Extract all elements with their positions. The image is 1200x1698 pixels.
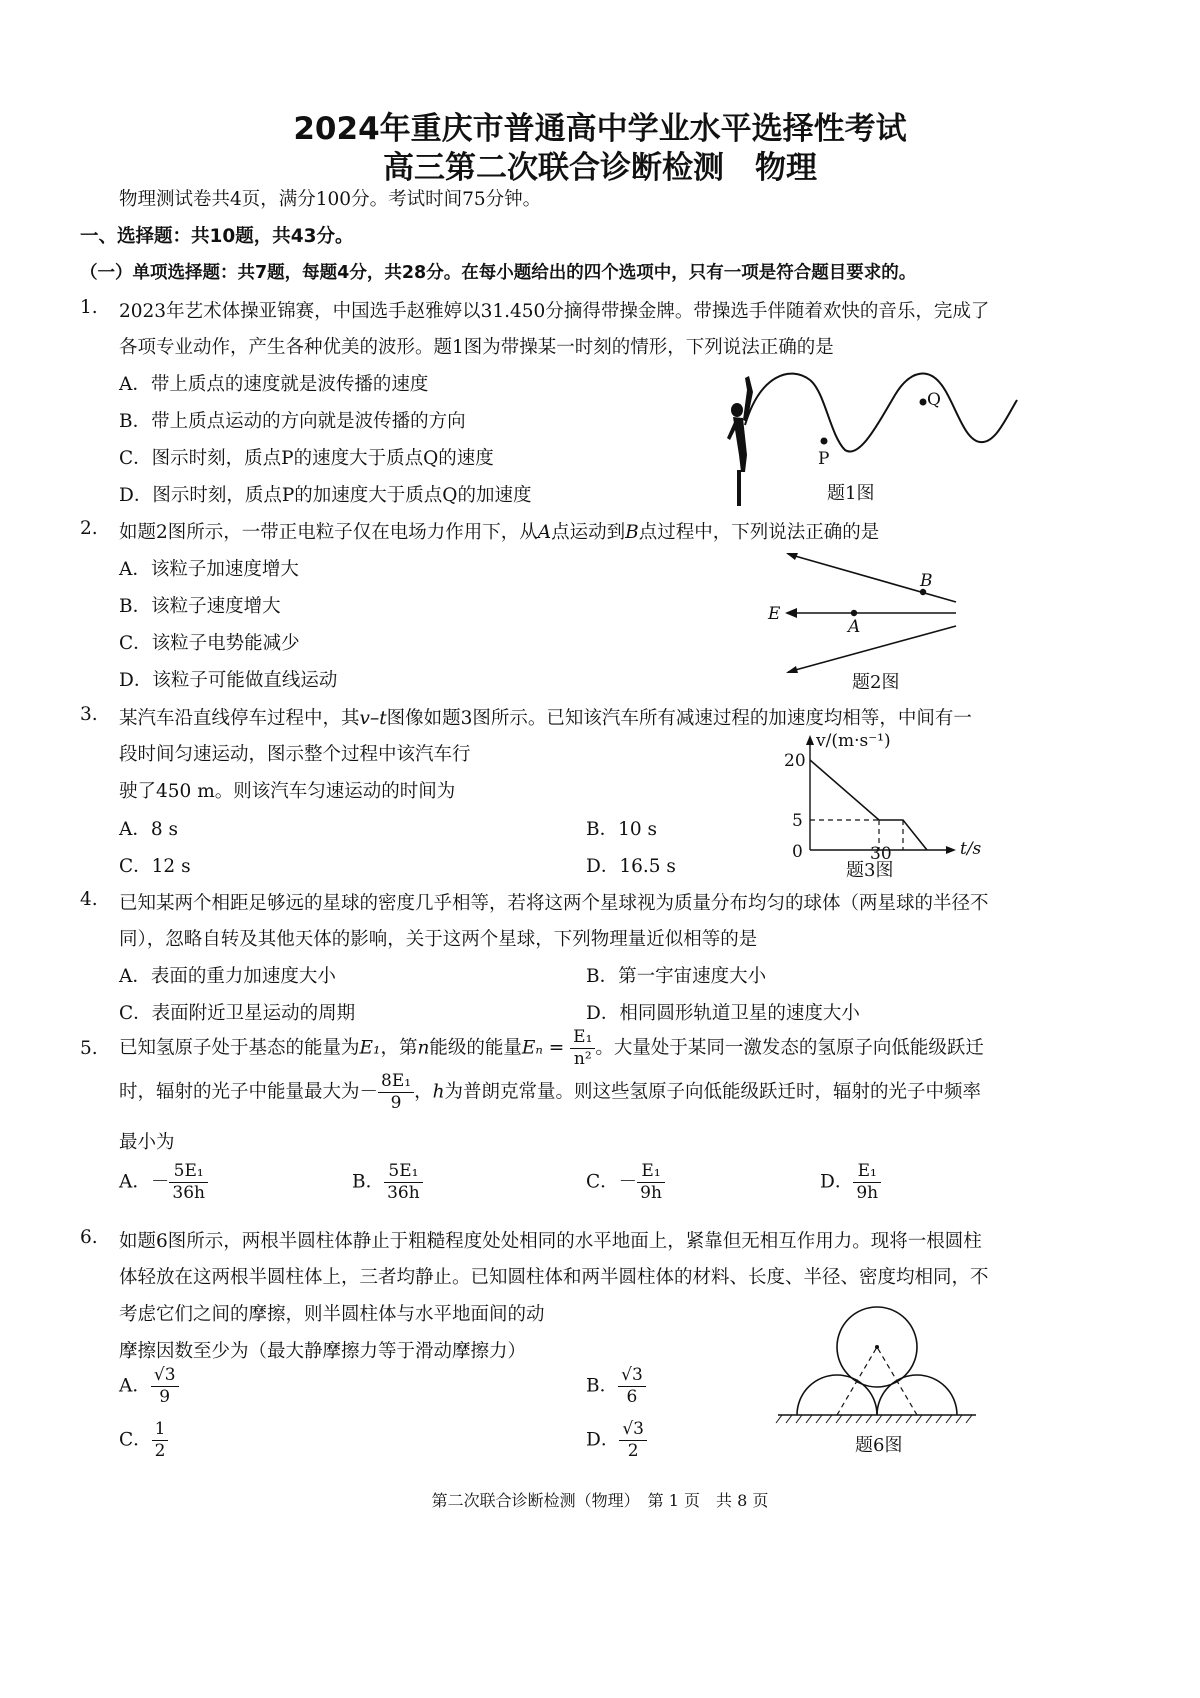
point-a-label: A (848, 617, 861, 637)
point-b-label: B (920, 571, 933, 591)
question-3-number: 3. (80, 704, 98, 725)
x-axis-label: t/s (960, 839, 982, 859)
question-6-stem-line3: 考虑它们之间的摩擦，则半圆柱体与水平地面间的动 (119, 1304, 545, 1325)
question-3-stem-line2: 段时间匀速运动，图示整个过程中该汽车行 (119, 744, 471, 765)
question-6-stem-line4: 摩擦因数至少为（最大静摩擦力等于滑动摩擦力） (119, 1341, 527, 1362)
figure-2-caption: 题2图 (852, 672, 900, 693)
page-title-line2: 高三第二次联合诊断检测 物理 (383, 150, 817, 186)
point-p-marker (821, 438, 828, 445)
origin-tick: 0 (792, 842, 803, 862)
question-6-stem-line2: 体轻放在这两根半圆柱体上，三者均静止。已知圆柱体和两半圆柱体的材料、长度、半径、密度均相同，不 (119, 1267, 989, 1288)
question-4-number: 4. (80, 889, 98, 910)
y-tick-20: 20 (784, 751, 806, 771)
y-axis-arrow-icon (806, 735, 814, 745)
arrow-head-icon (786, 666, 798, 673)
question-6-number: 6. (80, 1227, 98, 1248)
question-6-stem-line1: 如题6图所示，两根半圆柱体静止于粗糙程度处处相同的水平地面上，紧靠但无相互作用力。现将一根圆柱 (119, 1231, 982, 1252)
dashed-line (877, 1347, 917, 1415)
figure-2-electric-field (760, 540, 970, 680)
question-3-option-a: A．8 s (119, 819, 179, 840)
section-heading: 一、选择题：共10题，共43分。 (80, 226, 354, 247)
question-4-option-c: C．表面附近卫星运动的周期 (119, 1003, 356, 1024)
question-1-option-d: D．图示时刻，质点P的加速度大于质点Q的加速度 (119, 485, 532, 506)
ribbon-wave (745, 374, 1017, 452)
question-5-option-a: A．－ $\frac{\text{5E₁}}{36h}$ (119, 1161, 208, 1204)
question-4-option-a: A．表面的重力加速度大小 (119, 966, 336, 987)
question-3-option-c: C．12 s (119, 856, 191, 877)
figure-6-caption: 题6图 (855, 1435, 903, 1456)
page-title-line1: 2024年重庆市普通高中学业水平选择性考试 (293, 111, 907, 147)
figure-1-caption: 题1图 (827, 483, 875, 504)
question-5-option-d: D． $\frac{\text{E₁}}{9h}$ (820, 1161, 881, 1204)
question-5-number: 5. (80, 1038, 98, 1059)
question-2-option-c: C．该粒子电势能减少 (119, 633, 300, 654)
question-5-stem-line3: 最小为 (119, 1132, 175, 1153)
point-q-marker (920, 399, 927, 406)
vt-curve (810, 760, 927, 850)
question-5-stem-line2: 时，辐射的光子中能量最大为－ $\frac{\text{8E₁}}{9}$ ，h为普朗克常量。则这些氢原子向低能级跃迁时，辐射的光子中频率 (119, 1071, 982, 1113)
arrow-head-icon (786, 553, 798, 560)
question-1-option-a: A．带上质点的速度就是波传播的速度 (119, 374, 429, 395)
question-6-option-b: B． $\frac{√3}{6}$ (586, 1365, 646, 1408)
question-5-option-c: C．－ $\frac{\text{E₁}}{9h}$ (586, 1161, 665, 1204)
arrow-head-icon (785, 608, 797, 618)
question-3-stem-line1: 某汽车沿直线停车过程中，其v–t图像如题3图所示。已知该汽车所有减速过程的加速度均相等，中间有一 (119, 708, 972, 729)
question-5-option-b: B． $\frac{\text{5E₁}}{36h}$ (352, 1161, 423, 1204)
question-1-option-c: C．图示时刻，质点P的速度大于质点Q的速度 (119, 448, 494, 469)
question-4-stem-line1: 已知某两个相距足够远的星球的密度几乎相等，若将这两个星球视为质量分布均匀的球体（两星球的半径不 (119, 893, 989, 914)
question-4-option-b: B．第一宇宙速度大小 (586, 966, 767, 987)
dashed-line (837, 1347, 877, 1415)
x-tick-30: 30 (870, 844, 892, 864)
figure-1-ribbon-gymnast (725, 360, 1025, 510)
page-footer: 第二次联合诊断检测（物理） 第 1 页 共 8 页 (431, 1491, 769, 1510)
point-a-marker (851, 610, 857, 616)
question-6-option-d: D． $\frac{√3}{2}$ (586, 1419, 647, 1462)
section-subheading: （一）单项选择题：共7题，每题4分，共28分。在每小题给出的四个选项中，只有一项是符合题目要求的。 (80, 263, 917, 283)
gymnast-icon (727, 376, 753, 506)
figure-3-vt-graph (780, 720, 1020, 864)
question-6-option-a: A． $\frac{√3}{9}$ (119, 1365, 179, 1408)
question-4-option-d: D．相同圆形轨道卫星的速度大小 (586, 1003, 860, 1024)
question-3-stem-line3: 驶了450 m。则该汽车匀速运动的时间为 (119, 781, 456, 802)
center-dot (875, 1345, 879, 1349)
question-2-option-b: B．该粒子速度增大 (119, 596, 281, 617)
point-p-label: P (818, 449, 830, 469)
figure-6-cylinders (770, 1300, 990, 1430)
question-3-option-b: B．10 s (586, 819, 658, 840)
field-line-bottom (788, 626, 956, 672)
right-half-cylinder (877, 1375, 957, 1415)
question-2-number: 2. (80, 518, 98, 539)
x-axis-arrow-icon (946, 846, 956, 854)
question-2-option-d: D．该粒子可能做直线运动 (119, 670, 338, 691)
question-6-option-c: C． $\frac{1}{2}$ (119, 1419, 168, 1462)
question-3-option-d: D．16.5 s (586, 856, 676, 877)
exam-intro: 物理测试卷共4页，满分100分。考试时间75分钟。 (119, 189, 542, 210)
question-1-number: 1. (80, 297, 98, 318)
question-4-stem-line2: 同），忽略自转及其他天体的影响，关于这两个星球，下列物理量近似相等的是 (119, 929, 758, 950)
question-1-stem-line2: 各项专业动作，产生各种优美的波形。题1图为带操某一时刻的情形，下列说法正确的是 (119, 337, 834, 358)
y-axis-label: v/(m·s⁻¹) (816, 731, 891, 751)
question-2-stem: 如题2图所示，一带正电粒子仅在电场力作用下，从A点运动到B点过程中，下列说法正确的是 (119, 522, 880, 543)
point-q-label: Q (927, 390, 941, 410)
field-e-label: E (768, 604, 781, 624)
ground-hatching (776, 1415, 972, 1423)
question-2-option-a: A．该粒子加速度增大 (119, 559, 299, 580)
question-5-stem-line1: 已知氢原子处于基态的能量为E₁，第n能级的能量Eₙ = $\frac{\text{E₁}}{\text{n²}}$ 。大量处于某同一激发态的氢原子向低能级跃迁 (119, 1027, 984, 1069)
question-1-stem-line1: 2023年艺术体操亚锦赛，中国选手赵雅婷以31.450分摘得带操金牌。带操选手伴随着欢快的音乐，完成了 (119, 301, 990, 322)
figure-3-caption: 题3图 (846, 860, 894, 881)
left-half-cylinder (797, 1375, 877, 1415)
question-1-option-b: B．带上质点运动的方向就是波传播的方向 (119, 411, 466, 432)
y-tick-5: 5 (792, 811, 803, 831)
